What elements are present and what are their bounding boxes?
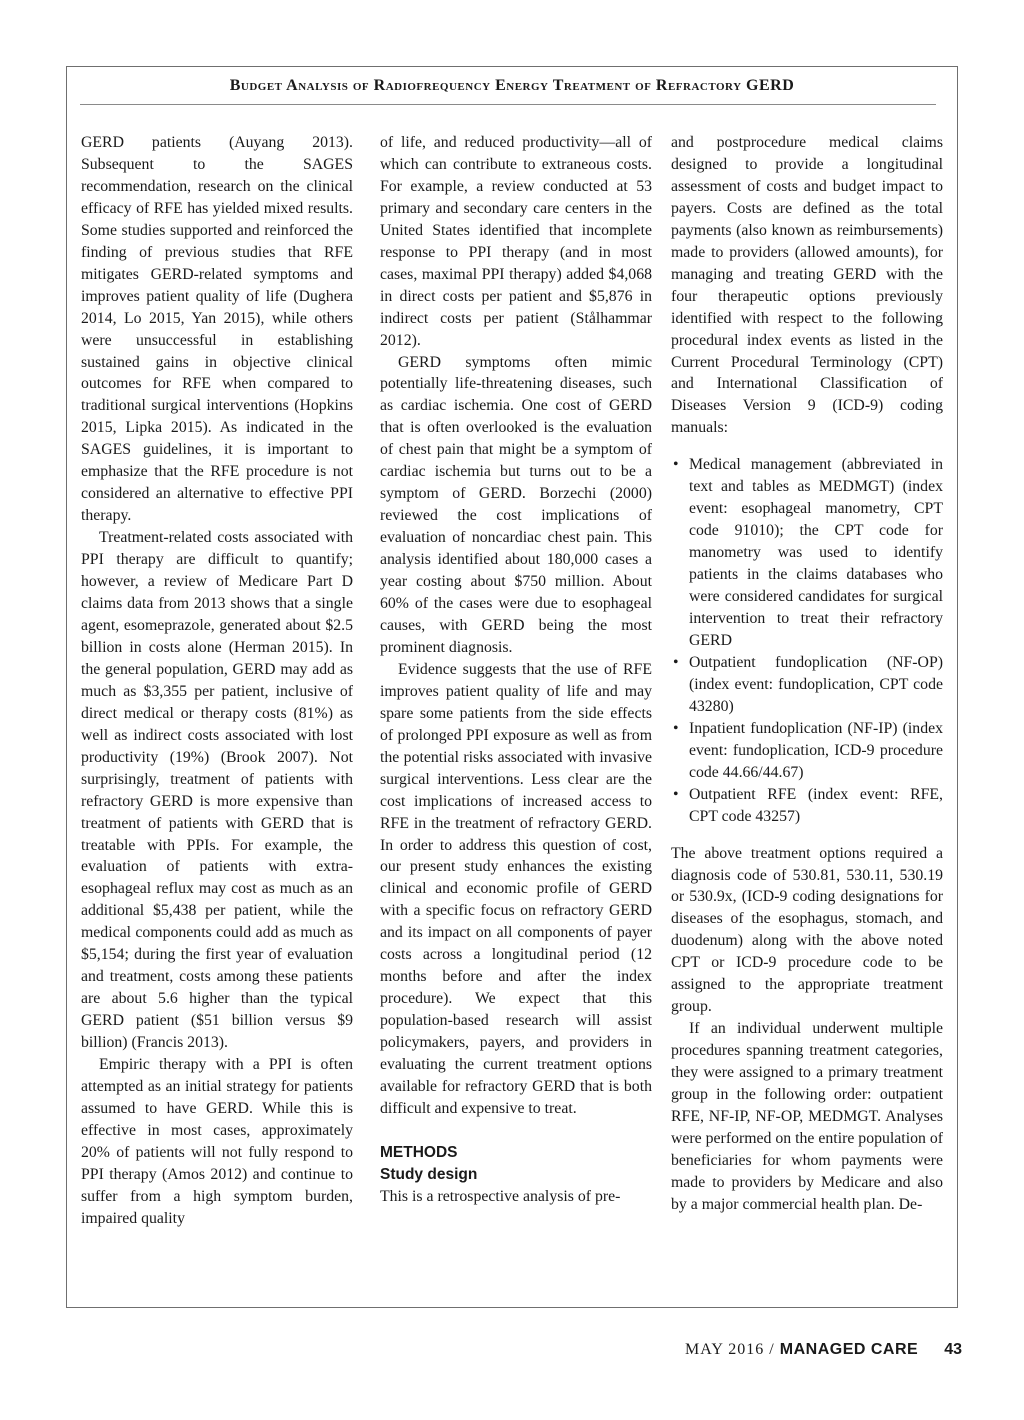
col1-paragraph-1: GERD patients (Auyang 2013). Subsequent to the SAGES recommendation, research on the clinical efficacy of RFE has yielded mixed results. Some studies supported and reinforced the finding of previous studies that RFE mitigates GERD-related symptoms and improves patient quality of life (Dughera 2014, Lo 2015, Yan 2015), while others were unsuccessful in establishing sustained gains in objective clinical outcomes for RFE when compared to traditional surgical interventions (Hopkins 2015, Lipka 2015). As indicated in the SAGES guidelines, it is important to emphasize that the RFE procedure is not considered an alternative to effective PPI therapy.	[81, 134, 353, 525]
col3-paragraph-1: and postprocedure medical claims designed to provide a longitudinal assessment of costs and budget impact to payers. Costs are defined as the total payments (also known as reimbursements) made to providers (allowed amounts), for managing and treating GERD with the four therapeutic options previously identified with respect to the following procedural index events as listed in the Current Procedural Terminology (CPT) and International Classification of Diseases Version 9 (ICD-9) coding manuals:	[671, 134, 943, 437]
journal-name: MANAGED CARE	[779, 1341, 919, 1358]
page-footer	[685, 1341, 962, 1359]
page-number: 43	[944, 1341, 962, 1358]
column-3	[671, 132, 943, 1216]
col1-paragraph-3: Empiric therapy with a PPI is often attempted as an initial strategy for patients assumed to have GERD. While this is effective in most cases, approximately 20% of patients will not fully respond to PPI therapy (Amos 2012) and continue to suffer from a high symptom burden, impaired quality	[81, 1056, 353, 1227]
col3-paragraph-2: The above treatment options required a diagnosis code of 530.81, 530.11, 530.19 or 530.9x, (ICD-9 coding designations for diseases of the esophagus, stomach, and duodenum) along with the above noted CPT or ICD-9 procedure code to be assigned to the appropriate treatment group.	[671, 844, 943, 1016]
treatment-options-list	[671, 454, 943, 827]
list-item-text: Outpatient fundoplication (NF-OP) (index event: fundoplication, CPT code 43280)	[689, 653, 943, 715]
list-item-text: Medical management (abbreviated in text and tables as MEDMGT) (index event: esophageal manometry, CPT code 91010); the CPT code for manometry was used to identify patients in the claims databases who were considered candidates for surgical intervention to treat their refractory GERD	[689, 456, 943, 649]
list-item	[673, 784, 943, 828]
running-title: Budget Analysis of Radiofrequency Energy Treatment of Refractory GERD	[229, 77, 795, 94]
bullet-icon: •	[673, 653, 679, 671]
bullet-icon: •	[673, 456, 679, 474]
title-rule	[80, 104, 936, 105]
methods-heading: METHODS	[380, 1143, 458, 1161]
bullet-icon: •	[673, 785, 679, 803]
col3-paragraph-3: If an individual underwent multiple procedures spanning treatment categories, they were assigned to a primary treatment group in the following order: outpatient RFE, NF-IP, NF-OP, MEDMGT. Analyses were performed on the entire population of beneficiaries for whom payments were made to providers by Medicare and also by a major commercial health plan. De-	[671, 1020, 943, 1213]
col2-paragraph-2: GERD symptoms often mimic potentially life-threatening diseases, such as cardiac ischemia. One cost of GERD that is often overlooked is the evaluation of chest pain that might be a symptom of cardiac ischemia but turns out to be a symptom of GERD. Borzechi (2000) reviewed the cost implications of evaluation of noncardiac chest pain. This analysis identified about 180,000 cases a year costing about $750 million. About 60% of the cases were due to esophageal causes, with GERD being the most prominent diagnosis.	[380, 353, 652, 656]
col2-paragraph-4: This is a retrospective analysis of pre-	[380, 1187, 621, 1205]
list-item	[673, 718, 943, 784]
list-item	[673, 652, 943, 718]
col2-paragraph-1: of life, and reduced productivity—all of which can contribute to extraneous costs. For example, a review conducted at 53 primary and secondary care centers in the United States identified that incomplete response to PPI therapy (and in most cases, maximal PPI therapy) added $4,068 in direct costs per patient and $5,876 in indirect costs per patient (Stålhammar 2012).	[380, 134, 652, 349]
bullet-icon: •	[673, 719, 679, 737]
column-1	[81, 132, 353, 1230]
list-item-text: Inpatient fundoplication (NF-IP) (index event: fundoplication, ICD-9 procedure code 44.66/44.67)	[689, 719, 943, 781]
study-design-heading: Study design	[380, 1165, 478, 1183]
col1-paragraph-2: Treatment-related costs associated with PPI therapy are difficult to quantify; however, a review of Medicare Part D claims data from 2013 shows that a single agent, esomeprazole, generated about $2.5 billion in costs alone (Herman 2015). In the general population, GERD may add as much as $3,355 per patient, inclusive of direct medical or therapy costs (81%) as well as indirect costs associated with lost productivity (19%) (Brook 2007). Not surprisingly, treatment of patients with refractory GERD is more expensive than treatment of patients with GERD that is treatable with PPIs. For example, the evaluation of patients with extra-esophageal reflux may cost as much as an additional $5,438 per patient, while the medical components could add as much as $5,154; during the first year of evaluation and treatment, costs among these patients are about 5.6 higher than the typical GERD patient ($51 billion versus $9 billion) (Francis 2013).	[81, 529, 353, 1052]
column-2	[380, 132, 652, 1208]
list-item	[673, 454, 943, 652]
footer-date: MAY 2016 /	[685, 1341, 780, 1358]
list-item-text: Outpatient RFE (index event: RFE, CPT code 43257)	[689, 785, 943, 825]
col2-paragraph-3: Evidence suggests that the use of RFE improves patient quality of life and may spare some patients from the side effects of prolonged PPI exposure as well as from the potential risks associated with invasive surgical interventions. Less clear are the cost implications of increased access to RFE in the treatment of refractory GERD. In order to address this question of cost, our present study enhances the existing clinical and economic profile of GERD with a specific focus on refractory GERD and its impact on all components of payer costs across a longitudinal period (12 months before and after the index procedure). We expect that this population-based research will assist policymakers, payers, and providers in evaluating the current treatment options available for refractory GERD that is both difficult and expensive to treat.	[380, 660, 652, 1117]
